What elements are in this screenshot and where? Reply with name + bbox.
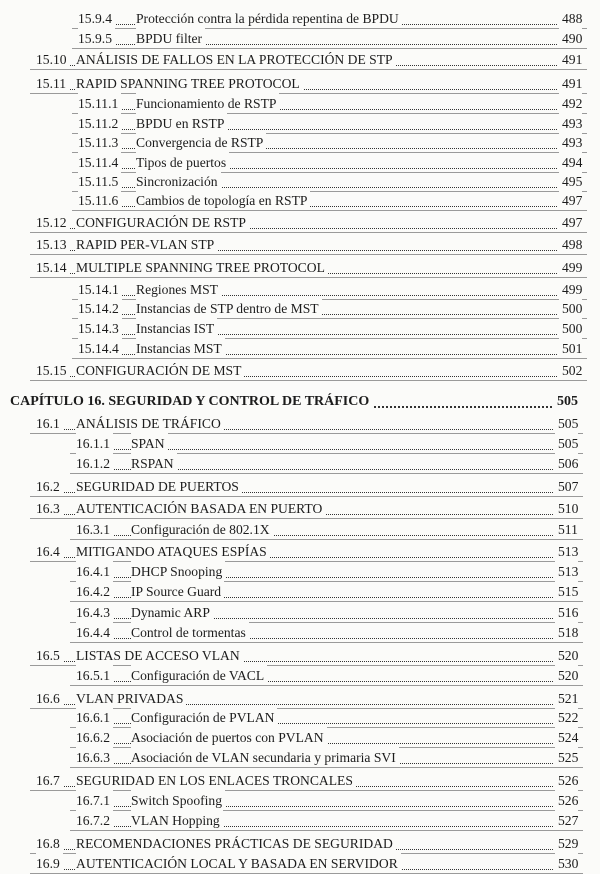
entry-title: MITIGANDO ATAQUES ESPÍAS bbox=[76, 541, 270, 562]
entry-number: 15.14.1 bbox=[78, 279, 122, 300]
entry-title: SEGURIDAD EN LOS ENLACES TRONCALES bbox=[76, 770, 356, 791]
entry-number: 16.7.1 bbox=[76, 790, 113, 811]
entry-number: 15.11.3 bbox=[78, 132, 121, 153]
page-number: 491 bbox=[559, 49, 582, 70]
entry-title: Instancias MST bbox=[136, 338, 225, 359]
entry-title: Configuración de 802.1X bbox=[131, 519, 273, 540]
entry-number: 15.11.2 bbox=[78, 113, 121, 134]
page-number: 505 bbox=[555, 413, 578, 434]
entry-number: 16.7.2 bbox=[76, 810, 113, 831]
page-number: 529 bbox=[555, 833, 578, 854]
toc-chapter-row bbox=[0, 391, 600, 412]
toc-subsection-row bbox=[0, 622, 600, 643]
toc-subsection-row bbox=[0, 298, 600, 319]
entry-number: 16.1.2 bbox=[76, 453, 113, 474]
entry-number: 16.9 bbox=[36, 853, 63, 874]
entry-number: 16.1.1 bbox=[76, 433, 113, 454]
toc-section-row bbox=[0, 541, 600, 562]
entry-title: Configuración de VACL bbox=[131, 665, 267, 686]
row-divider bbox=[30, 232, 587, 233]
toc-subsection-row bbox=[0, 318, 600, 339]
entry-number: 16.6.2 bbox=[76, 727, 113, 748]
entry-number: 15.14.3 bbox=[78, 318, 122, 339]
toc-section-row bbox=[0, 413, 600, 434]
row-divider bbox=[72, 358, 587, 359]
entry-number: 16.1 bbox=[36, 413, 63, 434]
entry-number: 15.13 bbox=[36, 234, 70, 255]
entry-number: 16.6.1 bbox=[76, 707, 113, 728]
entry-number: 15.14.2 bbox=[78, 298, 122, 319]
toc-subsection-row bbox=[0, 433, 600, 454]
entry-number: 16.8 bbox=[36, 833, 63, 854]
entry-title: Asociación de VLAN secundaria y primaria SVI bbox=[131, 747, 399, 768]
page-number: 505 bbox=[555, 433, 578, 454]
page-number: 513 bbox=[555, 541, 578, 562]
page-number: 488 bbox=[559, 8, 582, 29]
entry-number: 16.4.1 bbox=[76, 561, 113, 582]
entry-number: 15.10 bbox=[36, 49, 70, 70]
page-number: 507 bbox=[555, 476, 578, 497]
entry-title: CONFIGURACIÓN DE MST bbox=[76, 360, 244, 381]
toc-section-row bbox=[0, 257, 600, 278]
page-number: 493 bbox=[559, 132, 582, 153]
page-number: 518 bbox=[555, 622, 578, 643]
entry-number: 15.14 bbox=[36, 257, 70, 278]
toc-section-row bbox=[0, 853, 600, 874]
entry-title: Tipos de puertos bbox=[136, 152, 229, 173]
page-number: 490 bbox=[559, 28, 582, 49]
entry-title: RSPAN bbox=[131, 453, 177, 474]
entry-number: 16.6.3 bbox=[76, 747, 113, 768]
entry-number: 15.11.1 bbox=[78, 93, 121, 114]
toc-subsection-row bbox=[0, 279, 600, 300]
toc-subsection-row bbox=[0, 790, 600, 811]
entry-number: 16.5 bbox=[36, 645, 63, 666]
entry-title: Dynamic ARP bbox=[131, 602, 213, 623]
entry-title: RECOMENDACIONES PRÁCTICAS DE SEGURIDAD bbox=[76, 833, 396, 854]
page-number: 520 bbox=[555, 645, 578, 666]
entry-number: 15.14.4 bbox=[78, 338, 122, 359]
entry-title: Instancias IST bbox=[136, 318, 217, 339]
toc-subsection-row bbox=[0, 93, 600, 114]
entry-number: 15.12 bbox=[36, 212, 70, 233]
toc-subsection-row bbox=[0, 519, 600, 540]
toc-section-row bbox=[0, 770, 600, 791]
toc-subsection-row bbox=[0, 747, 600, 768]
page-number: 516 bbox=[555, 602, 578, 623]
page-number: 513 bbox=[555, 561, 578, 582]
page-number: 494 bbox=[559, 152, 582, 173]
entry-number: 16.4.3 bbox=[76, 602, 113, 623]
entry-title: SPAN bbox=[131, 433, 168, 454]
toc-section-row bbox=[0, 212, 600, 233]
toc-subsection-row bbox=[0, 338, 600, 359]
toc-section-row bbox=[0, 49, 600, 70]
row-divider bbox=[70, 642, 583, 643]
entry-title: Switch Spoofing bbox=[131, 790, 225, 811]
row-divider bbox=[70, 685, 583, 686]
entry-title: Convergencia de RSTP bbox=[136, 132, 266, 153]
page-number: 493 bbox=[559, 113, 582, 134]
entry-title: VLAN PRIVADAS bbox=[76, 688, 186, 709]
toc-subsection-row bbox=[0, 113, 600, 134]
toc-section-row bbox=[0, 476, 600, 497]
page-number: 495 bbox=[559, 171, 582, 192]
page-number: 526 bbox=[555, 790, 578, 811]
entry-number: 16.4.2 bbox=[76, 581, 113, 602]
page-number: 526 bbox=[555, 770, 578, 791]
page-number: 499 bbox=[559, 257, 582, 278]
entry-number: 15.11.6 bbox=[78, 190, 121, 211]
page-number: 520 bbox=[555, 665, 578, 686]
page-number: 500 bbox=[559, 298, 582, 319]
toc-subsection-row bbox=[0, 28, 600, 49]
toc-section-row bbox=[0, 688, 600, 709]
page-number: 515 bbox=[555, 581, 578, 602]
entry-title: Instancias de STP dentro de MST bbox=[136, 298, 322, 319]
page-number: 497 bbox=[559, 212, 582, 233]
toc-subsection-row bbox=[0, 171, 600, 192]
toc-section-row bbox=[0, 234, 600, 255]
row-divider bbox=[70, 767, 583, 768]
entry-number: 16.5.1 bbox=[76, 665, 113, 686]
entry-title: ANÁLISIS DE FALLOS EN LA PROTECCIÓN DE STP bbox=[76, 49, 396, 70]
entry-title: SEGURIDAD DE PUERTOS bbox=[76, 476, 242, 497]
entry-title: Regiones MST bbox=[136, 279, 221, 300]
toc-subsection-row bbox=[0, 132, 600, 153]
entry-title: Cambios de topología en RSTP bbox=[136, 190, 310, 211]
entry-title: Funcionamiento de RSTP bbox=[136, 93, 279, 114]
entry-title: Control de tormentas bbox=[131, 622, 249, 643]
toc-subsection-row bbox=[0, 8, 600, 29]
toc-section-row bbox=[0, 645, 600, 666]
entry-title: AUTENTICACIÓN BASADA EN PUERTO bbox=[76, 498, 325, 519]
row-divider bbox=[70, 473, 583, 474]
toc-subsection-row bbox=[0, 727, 600, 748]
entry-number: 16.7 bbox=[36, 770, 63, 791]
entry-title: Sincronización bbox=[136, 171, 221, 192]
entry-title: Protección contra la pérdida repentina de BPDU bbox=[136, 8, 402, 29]
page-number: 525 bbox=[555, 747, 578, 768]
row-divider bbox=[72, 210, 587, 211]
row-divider bbox=[30, 69, 587, 70]
page-number: 505 bbox=[554, 391, 578, 412]
row-divider bbox=[70, 539, 583, 540]
page-number: 522 bbox=[555, 707, 578, 728]
entry-title: LISTAS DE ACCESO VLAN bbox=[76, 645, 243, 666]
entry-title: Asociación de puertos con PVLAN bbox=[131, 727, 327, 748]
entry-number: 16.4.4 bbox=[76, 622, 113, 643]
page-number: 491 bbox=[559, 73, 582, 94]
toc-subsection-row bbox=[0, 810, 600, 831]
entry-title: Configuración de PVLAN bbox=[131, 707, 277, 728]
toc-subsection-row bbox=[0, 602, 600, 623]
toc-subsection-row bbox=[0, 581, 600, 602]
toc-subsection-row bbox=[0, 707, 600, 728]
page-number: 492 bbox=[559, 93, 582, 114]
entry-number: 16.4 bbox=[36, 541, 63, 562]
entry-number: 16.3 bbox=[36, 498, 63, 519]
entry-title: MULTIPLE SPANNING TREE PROTOCOL bbox=[76, 257, 328, 278]
toc-section-row bbox=[0, 833, 600, 854]
entry-number: 15.11.4 bbox=[78, 152, 121, 173]
page-number: 498 bbox=[559, 234, 582, 255]
toc-subsection-row bbox=[0, 561, 600, 582]
entry-title: IP Source Guard bbox=[131, 581, 224, 602]
page-number: 524 bbox=[555, 727, 578, 748]
row-divider bbox=[70, 830, 583, 831]
entry-title: DHCP Snooping bbox=[131, 561, 225, 582]
entry-title: CAPÍTULO 16. SEGURIDAD Y CONTROL DE TRÁFICO bbox=[10, 391, 372, 412]
entry-number: 16.6 bbox=[36, 688, 63, 709]
entry-title: RAPID SPANNING TREE PROTOCOL bbox=[76, 73, 303, 94]
entry-title: VLAN Hopping bbox=[131, 810, 223, 831]
entry-number: 15.15 bbox=[36, 360, 70, 381]
entry-number: 15.11 bbox=[36, 73, 69, 94]
page-number: 510 bbox=[555, 498, 578, 519]
entry-number: 15.9.4 bbox=[78, 8, 115, 29]
page-number: 502 bbox=[559, 360, 582, 381]
row-divider bbox=[30, 277, 587, 278]
page-number: 527 bbox=[555, 810, 578, 831]
page-number: 521 bbox=[555, 688, 578, 709]
entry-title: RAPID PER-VLAN STP bbox=[76, 234, 217, 255]
entry-number: 16.2 bbox=[36, 476, 63, 497]
entry-title: ANÁLISIS DE TRÁFICO bbox=[76, 413, 224, 434]
toc-subsection-row bbox=[0, 665, 600, 686]
toc-subsection-row bbox=[0, 190, 600, 211]
row-divider bbox=[30, 254, 587, 255]
page-number: 530 bbox=[555, 853, 578, 874]
toc-subsection-row bbox=[0, 453, 600, 474]
toc-section-row bbox=[0, 498, 600, 519]
entry-title: CONFIGURACIÓN DE RSTP bbox=[76, 212, 249, 233]
page-number: 501 bbox=[559, 338, 582, 359]
entry-title: BPDU filter bbox=[136, 28, 205, 49]
page-number: 497 bbox=[559, 190, 582, 211]
page-number: 500 bbox=[559, 318, 582, 339]
toc-subsection-row bbox=[0, 152, 600, 173]
page-number: 499 bbox=[559, 279, 582, 300]
page-number: 506 bbox=[555, 453, 578, 474]
toc-section-row bbox=[0, 360, 600, 381]
entry-number: 15.9.5 bbox=[78, 28, 115, 49]
entry-number: 16.3.1 bbox=[76, 519, 113, 540]
entry-number: 15.11.5 bbox=[78, 171, 121, 192]
row-divider bbox=[30, 380, 587, 381]
entry-title: AUTENTICACIÓN LOCAL Y BASADA EN SERVIDOR bbox=[76, 853, 401, 874]
toc-section-row bbox=[0, 73, 600, 94]
row-divider bbox=[30, 496, 583, 497]
page-number: 511 bbox=[555, 519, 578, 540]
entry-title: BPDU en RSTP bbox=[136, 113, 227, 134]
